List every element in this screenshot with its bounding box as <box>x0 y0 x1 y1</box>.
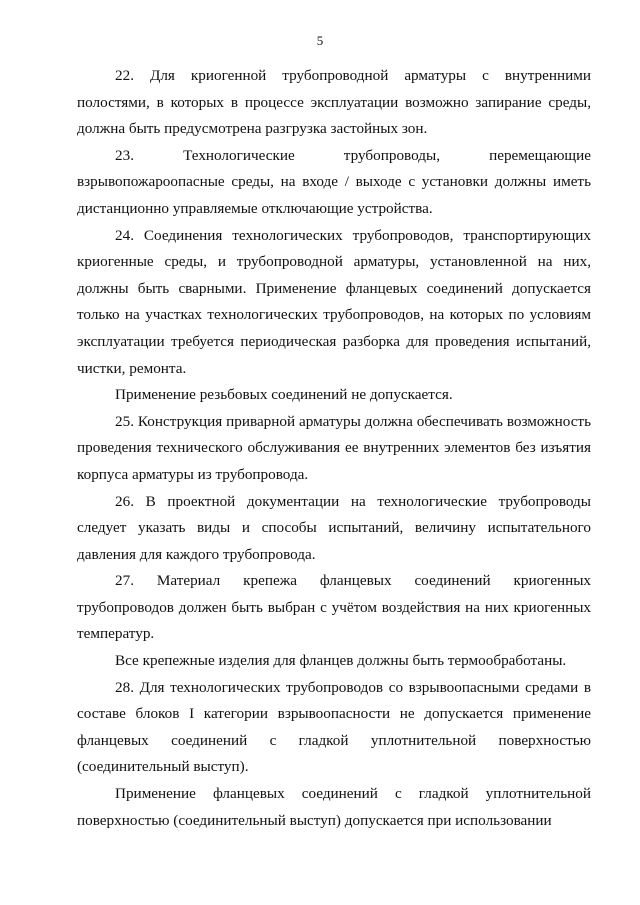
paragraph-24: 24. Соединения технологических трубопроводов, транспортирующих криогенные среды, и трубопроводной арматуры, установленной на них, должны быть сварными. Применение фланцевых соединений допускается только на участках технологических трубопроводов, на которых по условиям эксплуатации требуется периодическая разборка для проведения испытаний, чистки, ремонта. <box>77 226 591 377</box>
paragraph-27: 27. Материал крепежа фланцевых соединений криогенных трубопроводов должен быть выбран с учётом воздействия на них криогенных температур. <box>77 572 591 643</box>
paragraph-23: 23. Технологические трубопроводы, перемещающие взрывопожароопасные среды, на входе / выходе с установки должны иметь дистанционно управляемые отключающие устройства. <box>77 146 591 217</box>
page-number: 5 <box>316 33 324 48</box>
paragraph-22: 22. Для криогенной трубопроводной арматуры с внутренними полостями, в которых в процессе эксплуатации возможно запирание среды, должна быть предусмотрена разгрузка застойных зон. <box>77 67 591 138</box>
paragraph-fasteners-heat-treated: Все крепежные изделия для фланцев должны быть термообработаны. <box>115 652 567 670</box>
paragraph-25: 25. Конструкция приварной арматуры должна обеспечивать возможность проведения технического обслуживания ее внутренних элементов без изъятия корпуса арматуры из трубопровода. <box>77 412 591 483</box>
paragraph-28: 28. Для технологических трубопроводов со взрывоопасными средами в составе блоков I категории взрывоопасности не допускается применение фланцевых соединений с гладкой уплотнительной поверхностью (соединительный выступ). <box>77 678 591 776</box>
paragraph-flange-smooth-surface: Применение фланцевых соединений с гладкой уплотнительной поверхностью (соединительный выступ) допускается при использовании <box>77 785 591 829</box>
document-body <box>77 63 591 834</box>
paragraph-threaded-connections: Применение резьбовых соединений не допускается. <box>115 386 453 404</box>
paragraph-26: 26. В проектной документации на технологические трубопроводы следует указать виды и способы испытаний, величину испытательного давления для каждого трубопровода. <box>77 492 591 563</box>
